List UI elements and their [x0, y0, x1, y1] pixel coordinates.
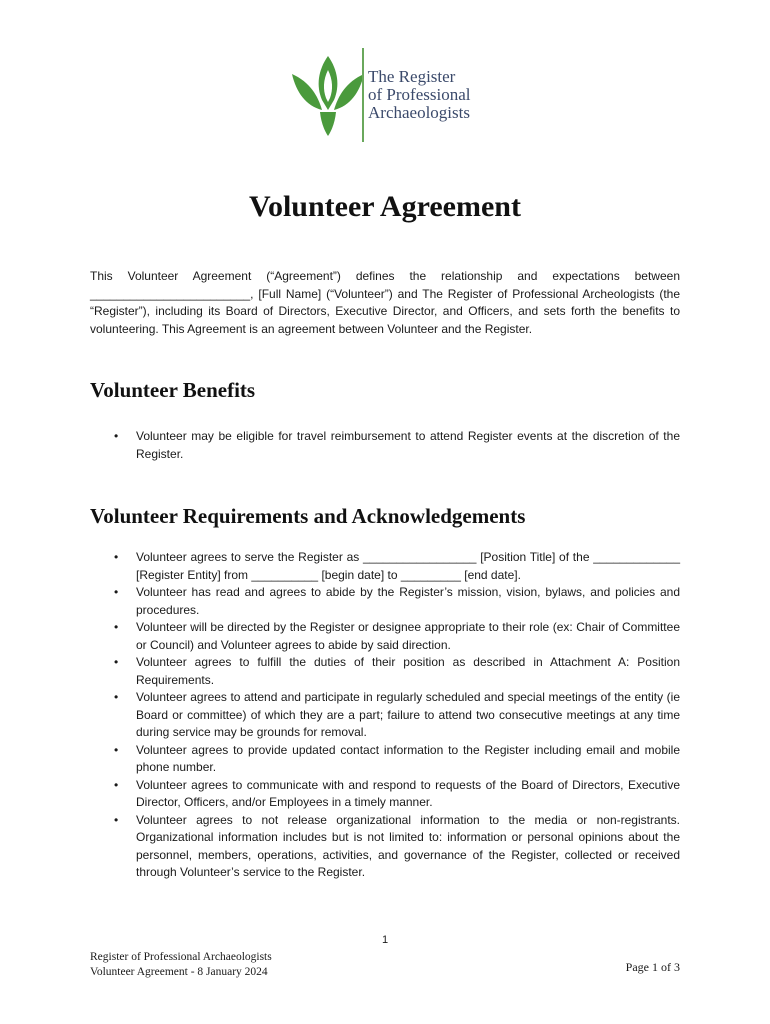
bullet-icon: •: [114, 429, 119, 443]
list-item: [90, 549, 680, 584]
list-item: [90, 689, 680, 742]
requirements-list: [90, 549, 680, 882]
benefits-list: [90, 428, 680, 463]
list-item-text: Volunteer has read and agrees to abide by the Register’s mission, vision, bylaws, and policies and procedures.: [136, 585, 680, 617]
list-item: [90, 428, 680, 463]
list-item-text: Volunteer agrees to not release organizational information to the media or non-registrants. Organizational information includes but is not limited to: information or personal opinions about the personnel, members, operations, activities, and governance of the Register, collected or received through Volunteer’s service to the Register.: [136, 812, 680, 879]
brand-name-line-2: of Professional: [368, 85, 471, 104]
list-item: [90, 812, 680, 882]
list-item-text: Volunteer agrees to provide updated contact information to the Register including email and mobile phone number.: [136, 742, 680, 774]
section-heading-benefits: Volunteer Benefits: [90, 378, 256, 402]
footer-org: Register of Professional Archaeologists: [90, 951, 272, 963]
list-item: [90, 654, 680, 689]
brand-name-line-3: Archaeologists: [368, 103, 470, 122]
list-item-text: Volunteer agrees to fulfill the duties of their position as described in Attachment A: Position Requirements.: [136, 655, 680, 687]
bullet-icon: •: [114, 812, 119, 827]
footer-left: [90, 950, 272, 980]
document-title: Volunteer Agreement: [249, 190, 521, 223]
footer-doc-date: Volunteer Agreement - 8 January 2024: [90, 966, 268, 978]
brand-name: [368, 68, 470, 122]
section-heading-requirements: Volunteer Requirements and Acknowledgements: [90, 504, 526, 528]
list-item-text: Volunteer will be directed by the Register or designee appropriate to their role (ex: Chair of Committee or Council) and Volunteer agrees to abide by said direction.: [136, 620, 680, 652]
bullet-icon: •: [114, 655, 119, 669]
list-item: [90, 742, 680, 777]
brand-name-line-1: The Register: [368, 67, 456, 86]
list-item-text: Volunteer agrees to attend and participate in regularly scheduled and special meetings of the entity (ie Board or committee) of which they are a part; failure to attend two consecutive meetings at any time during service may be grounds for removal.: [136, 690, 680, 739]
bullet-icon: •: [114, 742, 119, 757]
list-item: [90, 777, 680, 812]
list-item-text: Volunteer may be eligible for travel reimbursement to attend Register events at the discretion of the Register.: [136, 429, 680, 461]
leaf-trowel-icon: [288, 48, 368, 144]
bullet-icon: •: [114, 550, 119, 564]
list-item-text: Volunteer agrees to serve the Register as _________________ [Position Title] of the _____________ [Register Entity] from __________ [begin date] to _________ [end date].: [136, 550, 680, 582]
bullet-icon: •: [114, 585, 119, 599]
list-item: [90, 584, 680, 619]
list-item: [90, 619, 680, 654]
brand-logo: [288, 48, 488, 144]
bullet-icon: •: [114, 777, 119, 792]
bullet-icon: •: [114, 620, 119, 634]
intro-paragraph: This Volunteer Agreement (“Agreement”) defines the relationship and expectations between ________________________, [Full Name] (“Volunteer”) and The Register of Professional Archeologists (the “Register”), including its Board of Directors, Executive Director, and Officers, and sets forth the benefits to volunteering. This Agreement is an agreement between Volunteer and the Register.: [90, 269, 680, 336]
bullet-icon: •: [114, 690, 119, 704]
page-number: 1: [381, 934, 389, 946]
footer-page-count: Page 1 of 3: [625, 960, 680, 974]
list-item-text: Volunteer agrees to communicate with and respond to requests of the Board of Directors, Executive Director, Officers, and/or Employees in a timely manner.: [136, 777, 680, 809]
